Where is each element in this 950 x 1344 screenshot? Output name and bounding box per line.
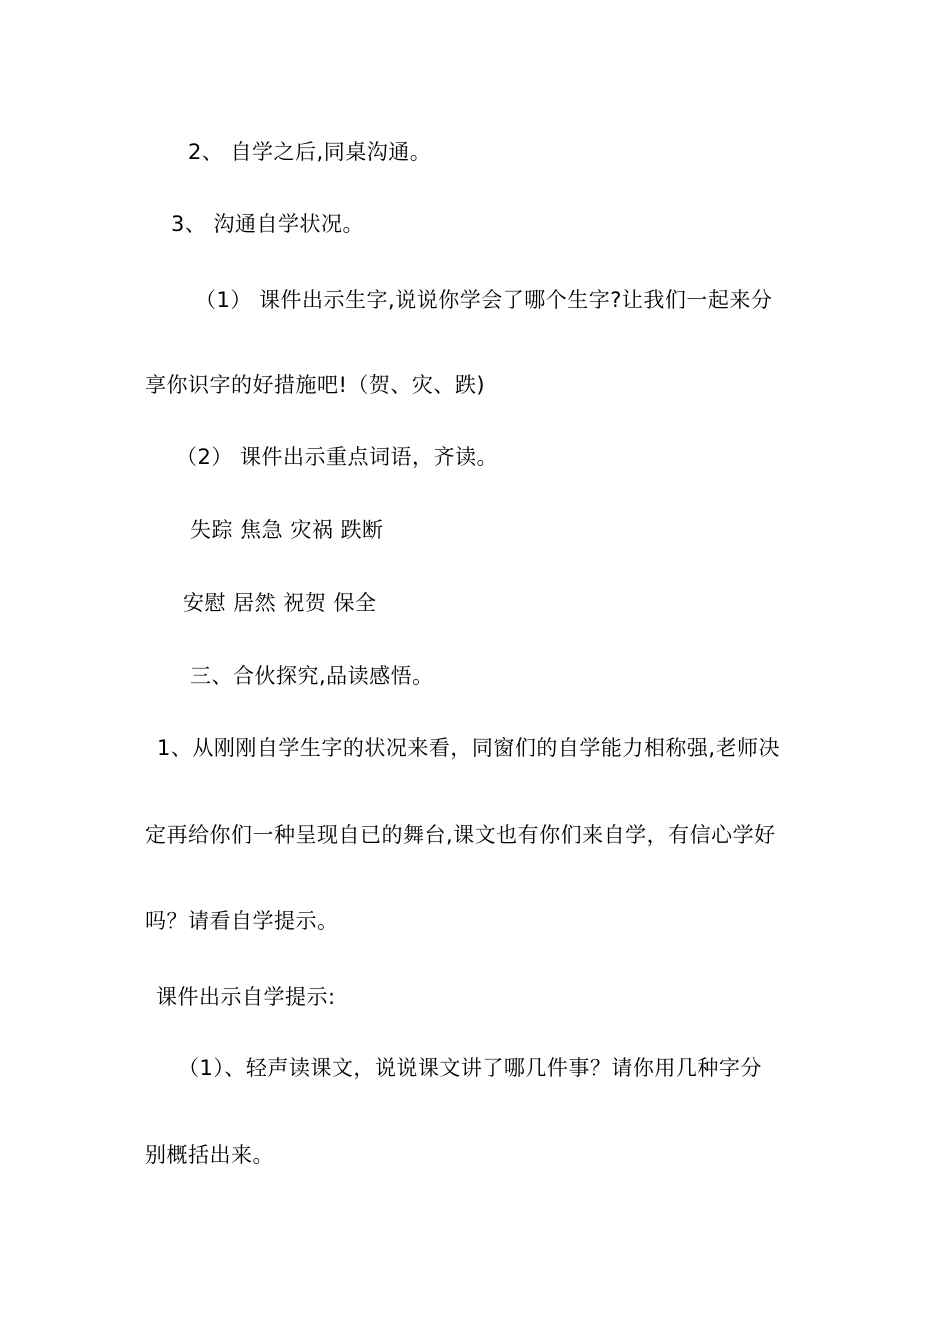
vocabulary-row-1: 失踪 焦急 灾祸 跌断 <box>190 518 384 542</box>
paragraph-line-8: 吗？请看自学提示。 <box>145 909 339 933</box>
paragraph-line-11: 别概括出来。 <box>145 1143 274 1167</box>
paragraph-line-9: 课件出示自学提示: <box>156 985 336 1009</box>
paragraph-line-10: （1）、轻声读课文，说说课文讲了哪几件事？请你用几种字分 <box>178 1056 762 1080</box>
paragraph-line-2: 3、 沟通自学状况。 <box>171 212 365 236</box>
paragraph-line-6: 1、从刚刚自学生字的状况来看，同窗们的自学能力相称强,老师决 <box>157 736 781 760</box>
paragraph-line-1: 2、 自学之后,同桌沟通。 <box>188 140 432 164</box>
paragraph-line-4: 享你识字的好措施吧!（贺、灾、跌) <box>145 373 486 397</box>
vocabulary-row-2: 安慰 居然 祝贺 保全 <box>183 591 377 615</box>
paragraph-line-7: 定再给你们一种呈现自已的舞台,课文也有你们来自学，有信心学好 <box>145 823 776 847</box>
paragraph-line-5: （2） 课件出示重点词语，齐读。 <box>176 445 499 469</box>
section-heading: 三、合伙探究,品读感悟。 <box>190 664 434 688</box>
paragraph-line-3: （1） 课件出示生字,说说你学会了哪个生字?让我们一起来分 <box>195 288 773 312</box>
